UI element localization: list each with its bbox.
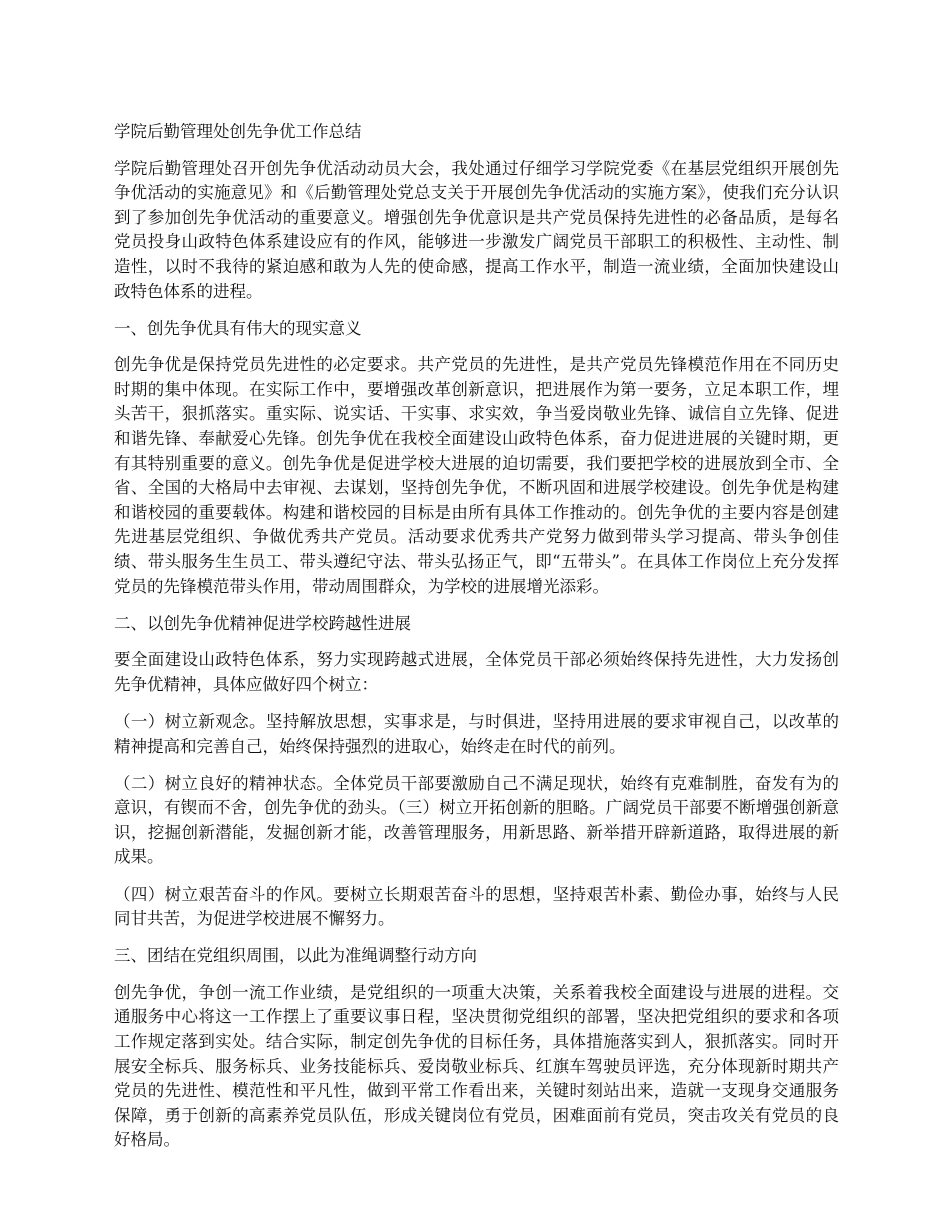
intro-paragraph: 学院后勤管理处召开创先争优活动动员大会，我处通过仔细学习学院党委《在基层党组织开展创先争优活动的实施意见》和《后勤管理处党总支关于开展创先争优活动的实施方案》，使我们充分认识到了参加创先争优活动的重要意义。增强创先争优意识是共产党员保持先进性的必备品质，是每名党员投身山政特色体系建设应有的作风，能够进一步激发广阔党员干部职工的积极性、主动性、制造性，以时不我待的紧迫感和敢为人先的使命感，提高工作水平，制造一流业绩，全面加快建设山政特色体系的进程。: [114, 158, 839, 301]
document-body: [114, 120, 839, 1165]
section-heading-3: 三、团结在党组织周围，以此为准绳调整行动方向: [114, 946, 477, 966]
section-heading-1: 一、创先争优具有伟大的现实意义: [114, 318, 362, 338]
section-3-paragraph: 创先争优，争创一流工作业绩，是党组织的一项重大决策，关系着我校全面建设与进展的进程。交通服务中心将这一工作摆上了重要议事日程，坚决贯彻党组织的部署，坚决把党组织的要求和各项工作规定落到实处。结合实际，制定创先争优的目标任务，具体措施落实到人，狠抓落实。同时开展安全标兵、服务标兵、业务技能标兵、爱岗敬业标兵、红旗车驾驶员评选，充分体现新时期共产党员的先进性、模范性和平凡性，做到平常工作看出来，关键时刻站出来，造就一支现身交通服务保障，勇于创新的高素养党员队伍，形成关键岗位有党员，困难面前有党员，突击攻关有党员的良好格局。: [114, 982, 839, 1150]
section-1-paragraph: 创先争优是保持党员先进性的必定要求。共产党员的先进性，是共产党员先锋模范作用在不同历史时期的集中体现。在实际工作中，要增强改革创新意识，把进展作为第一要务，立足本职工作，埋头苦干，狠抓落实。重实际、说实话、干实事、求实效，争当爱岗敬业先锋、诚信自立先锋、促进和谐先锋、奉献爱心先锋。创先争优在我校全面建设山政特色体系，奋力促进进展的关键时期，更有其特别重要的意义。创先争优是促进学校大进展的迫切需要，我们要把学校的进展放到全市、全省、全国的大格局中去审视、去谋划，坚持创先争优，不断巩固和进展学校建设。创先争优是构建和谐校园的重要载体。构建和谐校园的目标是由所有具体工作推动的。创先争优的主要内容是创建先进基层党组织、争做优秀共产党员。活动要求优秀共产党努力做到带头学习提高、带头争创佳绩、带头服务生生员工、带头遵纪守法、带头弘扬正气，即“五带头”。在具体工作岗位上充分发挥党员的先锋模范带头作用，带动周围群众，为学校的进展增光添彩。: [114, 355, 839, 596]
section-2-intro-paragraph: 要全面建设山政特色体系，努力实现跨越式进展，全体党员干部必须始终保持先进性，大力发扬创先争优精神，具体应做好四个树立：: [114, 650, 839, 694]
section-2-item-4-paragraph: （四）树立艰苦奋斗的作风。要树立长期艰苦奋斗的思想，坚持艰苦朴素、勤俭办事，始终与人民同甘共苦，为促进学校进展不懈努力。: [114, 884, 839, 929]
document-title: 学院后勤管理处创先争优工作总结: [114, 122, 362, 141]
section-heading-2: 二、以创先争优精神促进学校跨越性进展: [114, 613, 411, 633]
section-2-item-1-paragraph: （一）树立新观念。坚持解放思想，实事求是，与时俱进，坚持用进展的要求审视自己，以改革的精神提高和完善自己，始终保持强烈的进取心，始终走在时代的前列。: [114, 711, 839, 756]
section-2-item-2-3-paragraph: （二）树立良好的精神状态。全体党员干部要激励自己不满足现状，始终有克难制胜，奋发有为的意识，有锲而不舍，创先争优的劲头。（三）树立开拓创新的胆略。广阔党员干部要不断增强创新意识，挖掘创新潜能，发掘创新才能，改善管理服务，用新思路、新举措开辟新道路，取得进展的新成果。: [114, 773, 839, 867]
